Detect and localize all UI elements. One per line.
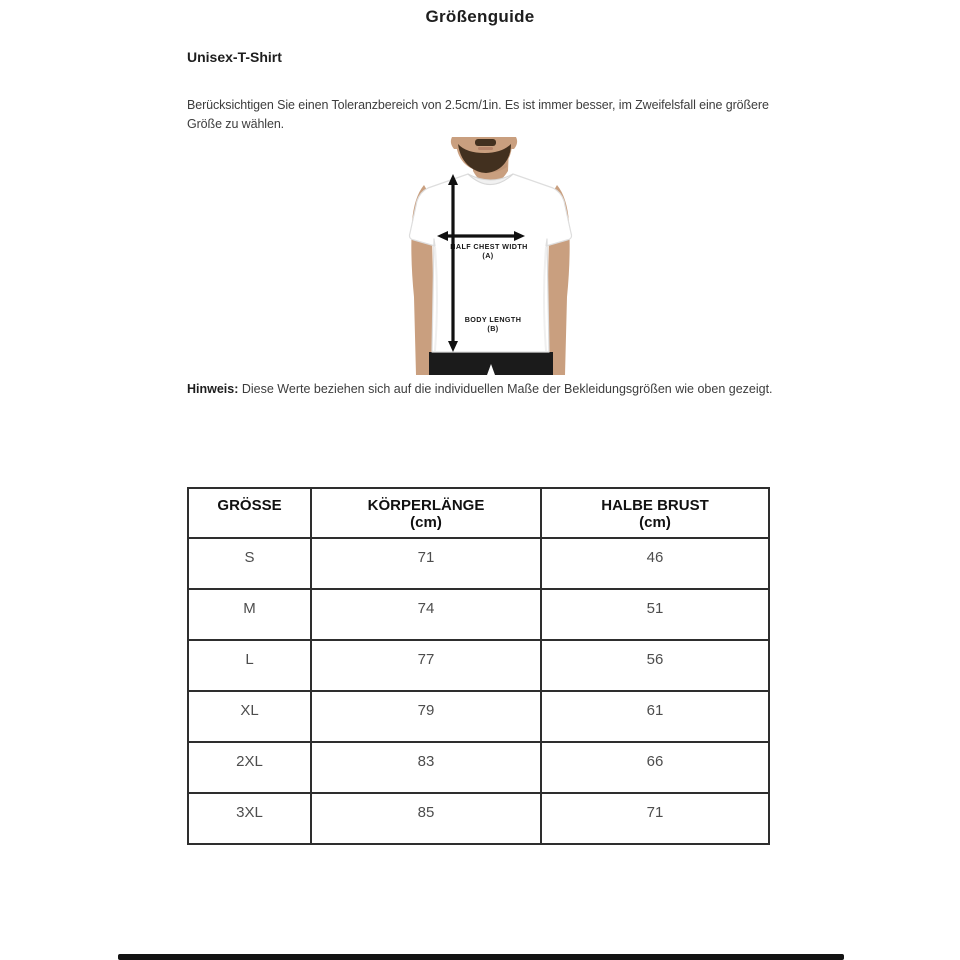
half-chest-width-label: HALF CHEST WIDTH (450, 242, 528, 251)
body-length-label: BODY LENGTH (464, 315, 522, 324)
column-header-body-length-unit: (cm) (410, 514, 442, 531)
column-header-half-chest (541, 488, 769, 538)
table-header-row (188, 488, 769, 538)
size-cell: S (188, 538, 311, 589)
tshirt-measurement-figure (408, 127, 573, 375)
table-row (188, 589, 769, 640)
half-chest-cell: 51 (541, 589, 769, 640)
note-label: Hinweis: (187, 382, 239, 396)
half-chest-cell: 61 (541, 691, 769, 742)
column-header-size (188, 488, 311, 538)
size-cell: 3XL (188, 793, 311, 844)
table-row (188, 538, 769, 589)
half-chest-cell: 46 (541, 538, 769, 589)
page-title: Größenguide (425, 7, 535, 26)
body-length-code: (B) (487, 324, 499, 333)
half-chest-width-code: (A) (482, 251, 494, 260)
column-header-half-chest-unit: (cm) (639, 514, 671, 531)
body-length-cell: 71 (311, 538, 541, 589)
body-length-cell: 85 (311, 793, 541, 844)
size-cell: 2XL (188, 742, 311, 793)
tshirt-model-illustration (408, 127, 573, 375)
half-chest-cell: 66 (541, 742, 769, 793)
column-header-size-label: GRÖSSE (217, 497, 282, 514)
table-row (188, 691, 769, 742)
column-header-body-length (311, 488, 541, 538)
table-row (188, 742, 769, 793)
column-header-body-length-label: KÖRPERLÄNGE (367, 497, 485, 514)
column-header-half-chest-label: HALBE BRUST (601, 497, 709, 514)
bottom-divider-bar (118, 954, 844, 960)
product-name-heading: Unisex-T-Shirt (187, 49, 282, 65)
table-row (188, 793, 769, 844)
tolerance-intro-text: Berücksichtigen Sie einen Toleranzbereich von 2.5cm/1in. Es ist immer besser, im Zweifelsfall eine größere Größe zu wählen. (187, 98, 769, 131)
body-length-cell: 83 (311, 742, 541, 793)
body-length-cell: 74 (311, 589, 541, 640)
half-chest-cell: 56 (541, 640, 769, 691)
trousers-shape (429, 352, 553, 375)
body-length-cell: 79 (311, 691, 541, 742)
size-cell: L (188, 640, 311, 691)
body-length-cell: 77 (311, 640, 541, 691)
size-cell: M (188, 589, 311, 640)
table-row (188, 640, 769, 691)
size-table (187, 487, 770, 845)
note-body: Diese Werte beziehen sich auf die individuellen Maße der Bekleidungsgrößen wie oben gezeigt. (238, 382, 773, 396)
size-cell: XL (188, 691, 311, 742)
note-text (187, 382, 947, 396)
half-chest-cell: 71 (541, 793, 769, 844)
